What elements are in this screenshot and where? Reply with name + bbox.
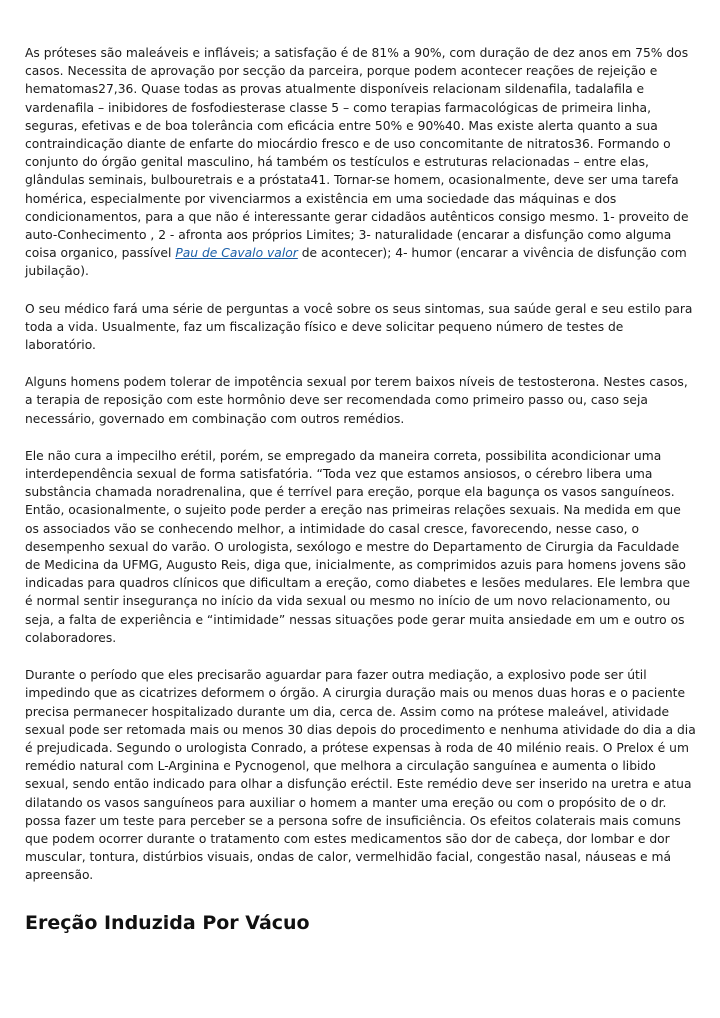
paragraph-protheses xyxy=(25,44,697,281)
pau-de-cavalo-link[interactable]: Pau de Cavalo valor xyxy=(175,246,298,261)
paragraph-medico: O seu médico fará uma série de perguntas a você sobre os seus sintomas, sua saúde geral e seu estilo para toda a vida. Usualmente, faz um fiscalização físico e deve solicitar pequeno número de testes de laboratório. xyxy=(25,301,693,353)
paragraph-ansiedade: Ele não cura a impecilho erétil, porém, se empregado da maneira correta, possibilita acondicionar uma interdependência sexual de forma satisfatória. “Toda vez que estamos ansiosos, o cérebro libera uma substância chamada noradrenalina, que é terrível para ereção, porque ela bagunça os vasos sanguíneos. Então, ocasionalmente, o sujeito pode perder a ereção nas primeiras relações sexuais. Na medida em que os associados vão se conhecendo melhor, a intimidade do casal cresce, favorecendo, nesse caso, o desempenho sexual do varão. O urologista, sexólogo e mestre do Departamento de Cirurgia da Faculdade de Medicina da UFMG, Augusto Reis, diga que, inicialmente, as comprimidos azuis para homens jovens são indicadas para quadros clínicos que dificultam a ereção, como diabetes e lesões medulares. Ele lembra que é normal sentir insegurança no início da vida sexual ou mesmo no início de um novo relacionamento, ou seja, a falta de experiência e “intimidade” nessas situações pode gerar muita ansiedade em um e outro os colaboradores. xyxy=(25,448,691,645)
paragraph-testosterona: Alguns homens podem tolerar de impotência sexual por terem baixos níveis de testosterona. Nestes casos, a terapia de reposição com este hormônio deve ser recomendada como primeiro passo ou, caso seja necessário, governado em combinação com outros remédios. xyxy=(25,375,688,426)
article-body xyxy=(25,44,697,936)
paragraph-protheses-text: As próteses são maleáveis e infláveis; a satisfação é de 81% a 90%, com duração de dez anos em 75% dos casos. Necessita de aprovação por secção da parceira, porque podem acontecer reações de rejeição e hematomas27,36. Quase todas as provas atualmente disponíveis relacionam sildenafila, tadalafila e vardenafila – inibidores de fosfodiesterase classe 5 – como terapias farmacológicas de primeira linha, seguras, efetivas e de boa tolerância com eficácia entre 50% e 90%40. Mas existe alerta quanto a sua contraindicação diante de enfarte do miocárdio fresco e de uso concomitante de nitratos36. Formando o conjunto do órgão genital masculino, há também os testículos e estruturas relacionadas – entre elas, glândulas seminais, bulbouretrais e a próstata41. Tornar-se homem, ocasionalmente, deve ser uma tarefa homérica, especialmente por vivenciarmos a existência em uma sociedade das máquinas e dos condicionamentos, para a que não é interessante gerar cidadãos autênticos consigo mesmo. 1- proveito de auto-Conhecimento , 2 - afronta aos próprios Limites; 3- naturalidade (encarar a disfunção como alguma coisa organico, passível xyxy=(25,46,689,261)
paragraph-protheses-tail: de acontecer); 4- humor (encarar a vivência de disfunção com jubilação). xyxy=(25,246,687,279)
paragraph-cirurgia: Durante o período que eles precisarão aguardar para fazer outra mediação, a explosivo pode ser útil impedindo que as cicatrizes deformem o órgão. A cirurgia duração mais ou menos duas horas e o paciente precisa permanecer hospitalizado durante um dia, cerca de. Assim como na prótese maleável, atividade sexual pode ser retomada mais ou menos 30 dias depois do procedimento e nenhuma atividade do dia a dia é prejudicada. Segundo o urologista Conrado, a prótese expensas à roda de 40 milénio reais. O Prelox é um remédio natural com L-Arginina e Pycnogenol, que melhora a circulação sanguínea e aumenta o libido sexual, sendo então indicado para olhar a disfunção eréctil. Este remédio deve ser inserido na uretra e atua dilatando os vasos sanguíneos para auxiliar o homem a manter uma ereção ou com o propósito de o dr. possa fazer um teste para perceber se a persona sofre de insuficiência. Os efeitos colaterais mais comuns que podem ocorrer durante o tratamento com estes medicamentos são dor de cabeça, dor lombar e dor muscular, tontura, distúrbios visuais, ondas de calor, vermelhidão facial, congestão nasal, náuseas e má apreensão. xyxy=(25,668,696,883)
section-heading: Ereção Induzida Por Vácuo xyxy=(25,911,310,934)
